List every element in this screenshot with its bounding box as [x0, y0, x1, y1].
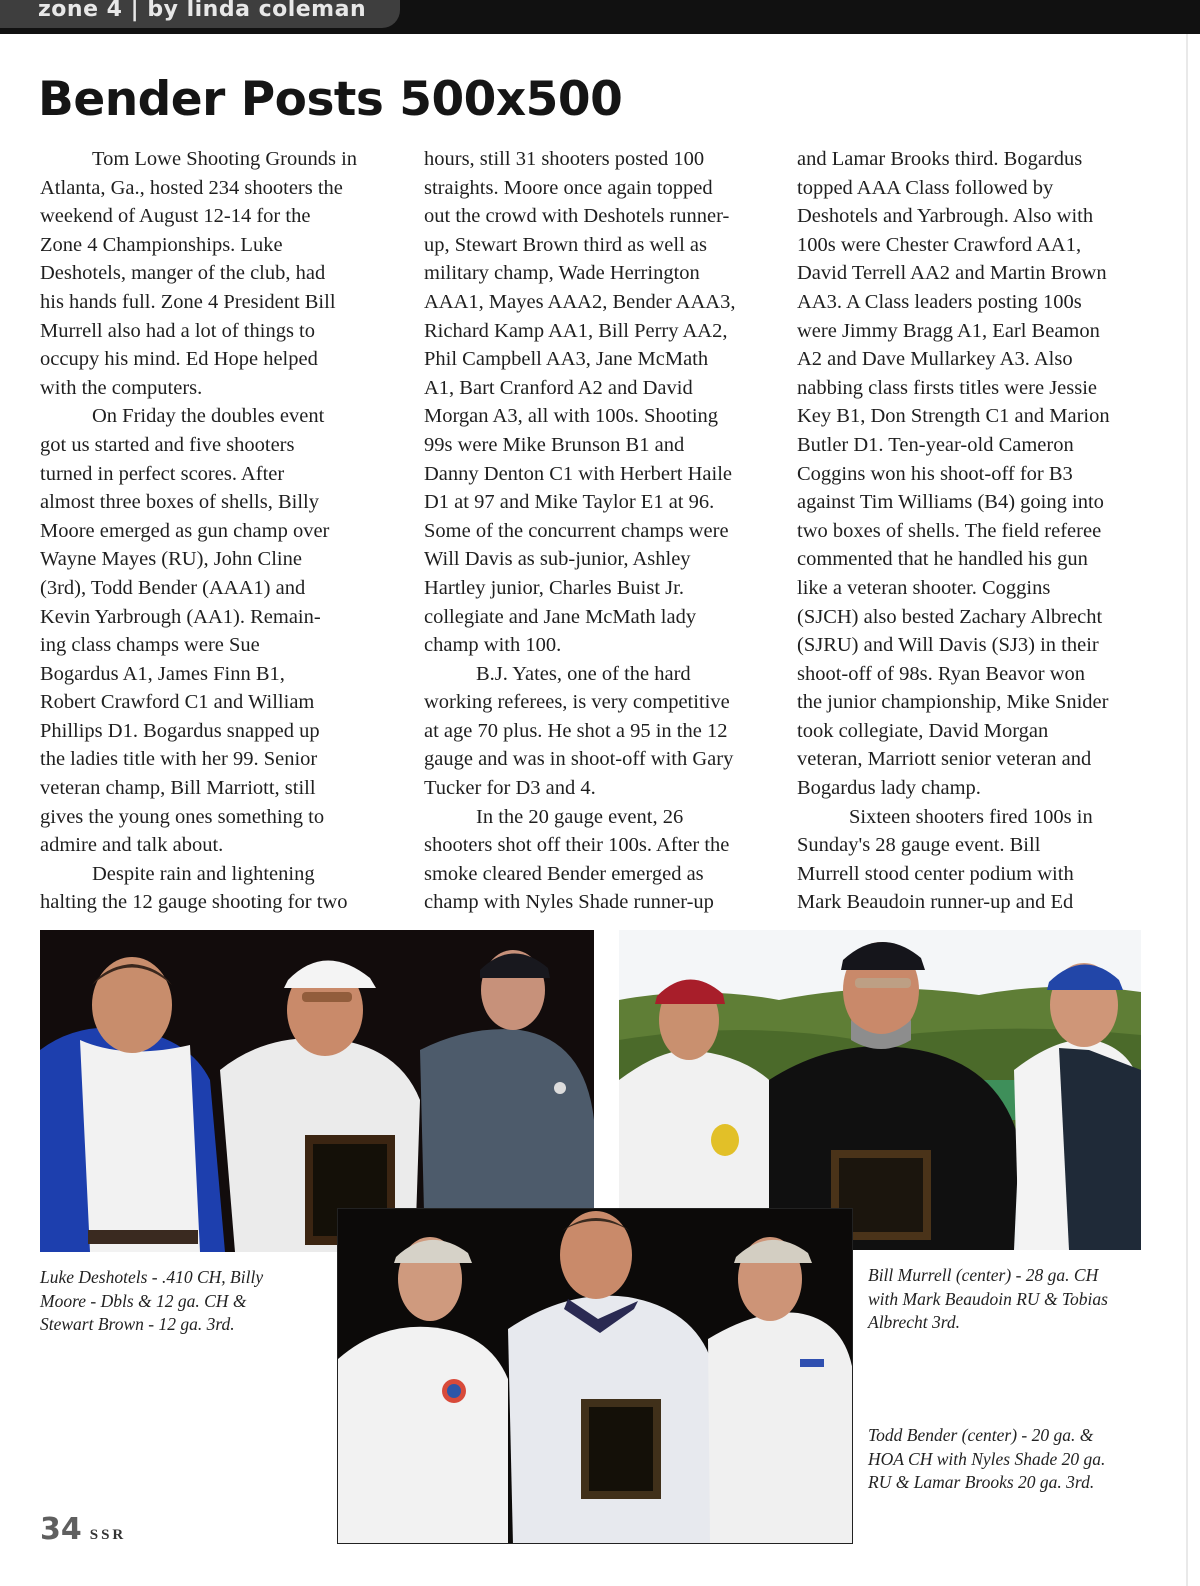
- text-line: Deshotels, manger of the club, had: [40, 262, 326, 285]
- text-line: topped AAA Class followed by: [797, 176, 1054, 199]
- article-paragraph: [40, 402, 400, 860]
- text-line: almost three boxes of shells, Billy: [40, 491, 319, 514]
- article-paragraph: [797, 145, 1149, 803]
- page-edge: [1186, 34, 1188, 1586]
- page-folio: [40, 1512, 126, 1547]
- text-line: gives the young ones something to: [40, 805, 325, 828]
- text-line: Wayne Mayes (RU), John Cline: [40, 548, 302, 571]
- text-line: Bogardus A1, James Finn B1,: [40, 662, 285, 685]
- caption-line: Todd Bender (center) - 20 ga. &: [868, 1425, 1094, 1445]
- text-line: Hartley junior, Charles Buist Jr.: [424, 576, 684, 599]
- article-paragraph: [424, 145, 776, 660]
- article-paragraph: [424, 660, 776, 803]
- text-line: smoke cleared Bender emerged as: [424, 862, 704, 885]
- text-line: nabbing class firsts titles were Jessie: [797, 376, 1098, 399]
- text-line: were Jimmy Bragg A1, Earl Beamon: [797, 319, 1100, 342]
- text-line: up, Stewart Brown third as well as: [424, 233, 707, 256]
- text-line: B.J. Yates, one of the hard: [476, 662, 691, 685]
- text-line: A2 and Dave Mullarkey A3. Also: [797, 348, 1073, 371]
- text-line: against Tim Williams (B4) going into: [797, 491, 1104, 514]
- text-line: AA3. A Class leaders posting 100s: [797, 290, 1082, 313]
- text-line: D1 at 97 and Mike Taylor E1 at 96.: [424, 491, 715, 514]
- magazine-name: SSR: [89, 1527, 127, 1543]
- text-line: his hands full. Zone 4 President Bill: [40, 290, 336, 313]
- header-bar: [0, 0, 1200, 34]
- article-column-2: [424, 145, 776, 917]
- text-line: Key B1, Don Strength C1 and Marion: [797, 405, 1110, 428]
- photo-12-gauge-winners: [40, 930, 594, 1252]
- article-column-3: [797, 145, 1149, 917]
- caption-line: Bill Murrell (center) - 28 ga. CH: [868, 1265, 1099, 1285]
- photo-20-gauge-winners: [337, 1208, 853, 1544]
- text-line: Phil Campbell AA3, Jane McMath: [424, 348, 709, 371]
- text-line: Danny Denton C1 with Herbert Haile: [424, 462, 732, 485]
- text-line: A1, Bart Cranford A2 and David: [424, 376, 693, 399]
- article-paragraph: [797, 803, 1149, 917]
- caption-line: HOA CH with Nyles Shade 20 ga.: [868, 1448, 1106, 1469]
- text-line: David Terrell AA2 and Martin Brown: [797, 262, 1107, 285]
- text-line: gauge and was in shoot-off with Gary: [424, 748, 734, 771]
- text-line: out the crowd with Deshotels runner-: [424, 205, 730, 228]
- text-line: Robert Crawford C1 and William: [40, 691, 315, 714]
- text-line: ing class champs were Sue: [40, 634, 260, 657]
- text-line: 99s were Mike Brunson B1 and: [424, 433, 685, 456]
- caption-photo-1: [40, 1266, 320, 1337]
- text-line: two boxes of shells. The field referee: [797, 519, 1102, 542]
- text-line: Atlanta, Ga., hosted 234 shooters the: [40, 176, 343, 199]
- text-line: Mark Beaudoin runner-up and Ed: [797, 891, 1074, 914]
- section-tag: [0, 0, 400, 28]
- photo-28-gauge-winners: [619, 930, 1141, 1250]
- article-paragraph: [40, 145, 400, 402]
- text-line: (3rd), Todd Bender (AAA1) and: [40, 576, 306, 599]
- text-line: In the 20 gauge event, 26: [476, 805, 684, 828]
- text-line: occupy his mind. Ed Hope helped: [40, 348, 318, 371]
- caption-line: RU & Lamar Brooks 20 ga. 3rd.: [868, 1472, 1095, 1492]
- text-line: (SJRU) and Will Davis (SJ3) in their: [797, 634, 1099, 657]
- text-line: champ with 100.: [424, 634, 562, 657]
- text-line: shoot-off of 98s. Ryan Beavor won: [797, 662, 1086, 685]
- text-line: Zone 4 Championships. Luke: [40, 233, 283, 256]
- article-paragraph: [40, 860, 400, 917]
- text-line: admire and talk about.: [40, 834, 224, 857]
- text-line: Murrell also had a lot of things to: [40, 319, 315, 342]
- text-line: with the computers.: [40, 376, 203, 399]
- text-line: straights. Moore once again topped: [424, 176, 713, 199]
- caption-line: Moore - Dbls & 12 ga. CH &: [40, 1290, 247, 1311]
- text-line: the junior championship, Mike Snider: [797, 691, 1109, 714]
- text-line: veteran champ, Bill Marriott, still: [40, 777, 316, 800]
- text-line: Sixteen shooters fired 100s in: [849, 805, 1093, 828]
- caption-line: Albrecht 3rd.: [868, 1312, 961, 1332]
- text-line: veteran, Marriott senior veteran and: [797, 748, 1092, 771]
- text-line: Richard Kamp AA1, Bill Perry AA2,: [424, 319, 728, 342]
- article-column-1: [40, 145, 400, 917]
- caption-line: Luke Deshotels - .410 CH, Billy: [40, 1267, 264, 1287]
- text-line: Tucker for D3 and 4.: [424, 777, 596, 800]
- caption-line: Stewart Brown - 12 ga. 3rd.: [40, 1314, 235, 1334]
- text-line: Murrell stood center podium with: [797, 862, 1074, 885]
- text-line: working referees, is very competitive: [424, 691, 730, 714]
- text-line: like a veteran shooter. Coggins: [797, 576, 1051, 599]
- text-line: champ with Nyles Shade runner-up: [424, 891, 714, 914]
- section-tag-text: zone 4 | by linda coleman: [38, 0, 367, 22]
- text-line: Deshotels and Yarbrough. Also with: [797, 205, 1094, 228]
- text-line: at age 70 plus. He shot a 95 in the 12: [424, 719, 728, 742]
- text-line: Sunday's 28 gauge event. Bill: [797, 834, 1041, 857]
- text-line: Bogardus lady champ.: [797, 777, 981, 800]
- text-line: got us started and five shooters: [40, 433, 295, 456]
- text-line: AAA1, Mayes AAA2, Bender AAA3,: [424, 290, 736, 313]
- text-line: Kevin Yarbrough (AA1). Remain-: [40, 605, 321, 628]
- text-line: hours, still 31 shooters posted 100: [424, 148, 705, 170]
- caption-photo-2: [868, 1264, 1158, 1335]
- caption-photo-3: [868, 1424, 1158, 1495]
- text-line: 100s were Chester Crawford AA1,: [797, 233, 1082, 256]
- text-line: collegiate and Jane McMath lady: [424, 605, 697, 628]
- text-line: On Friday the doubles event: [92, 405, 325, 428]
- text-line: shooters shot off their 100s. After the: [424, 834, 730, 857]
- text-line: (SJCH) also bested Zachary Albrecht: [797, 605, 1103, 628]
- page-number: 34: [40, 1512, 82, 1547]
- text-line: Some of the concurrent champs were: [424, 519, 729, 542]
- text-line: and Lamar Brooks third. Bogardus: [797, 148, 1083, 170]
- text-line: Moore emerged as gun champ over: [40, 519, 330, 542]
- text-line: took collegiate, David Morgan: [797, 719, 1049, 742]
- text-line: weekend of August 12-14 for the: [40, 205, 311, 228]
- text-line: the ladies title with her 99. Senior: [40, 748, 318, 771]
- text-line: Morgan A3, all with 100s. Shooting: [424, 405, 719, 428]
- text-line: halting the 12 gauge shooting for two: [40, 891, 348, 914]
- text-line: Tom Lowe Shooting Grounds in: [92, 148, 358, 170]
- text-line: military champ, Wade Herrington: [424, 262, 700, 285]
- text-line: Phillips D1. Bogardus snapped up: [40, 719, 320, 742]
- text-line: commented that he handled his gun: [797, 548, 1088, 571]
- text-line: Butler D1. Ten-year-old Cameron: [797, 433, 1074, 456]
- text-line: Despite rain and lightening: [92, 862, 315, 885]
- text-line: Coggins won his shoot-off for B3: [797, 462, 1073, 485]
- article-paragraph: [424, 803, 776, 917]
- text-line: turned in perfect scores. After: [40, 462, 285, 485]
- text-line: Will Davis as sub-junior, Ashley: [424, 548, 691, 571]
- article-title: Bender Posts 500x500: [38, 72, 623, 127]
- caption-line: with Mark Beaudoin RU & Tobias: [868, 1288, 1108, 1309]
